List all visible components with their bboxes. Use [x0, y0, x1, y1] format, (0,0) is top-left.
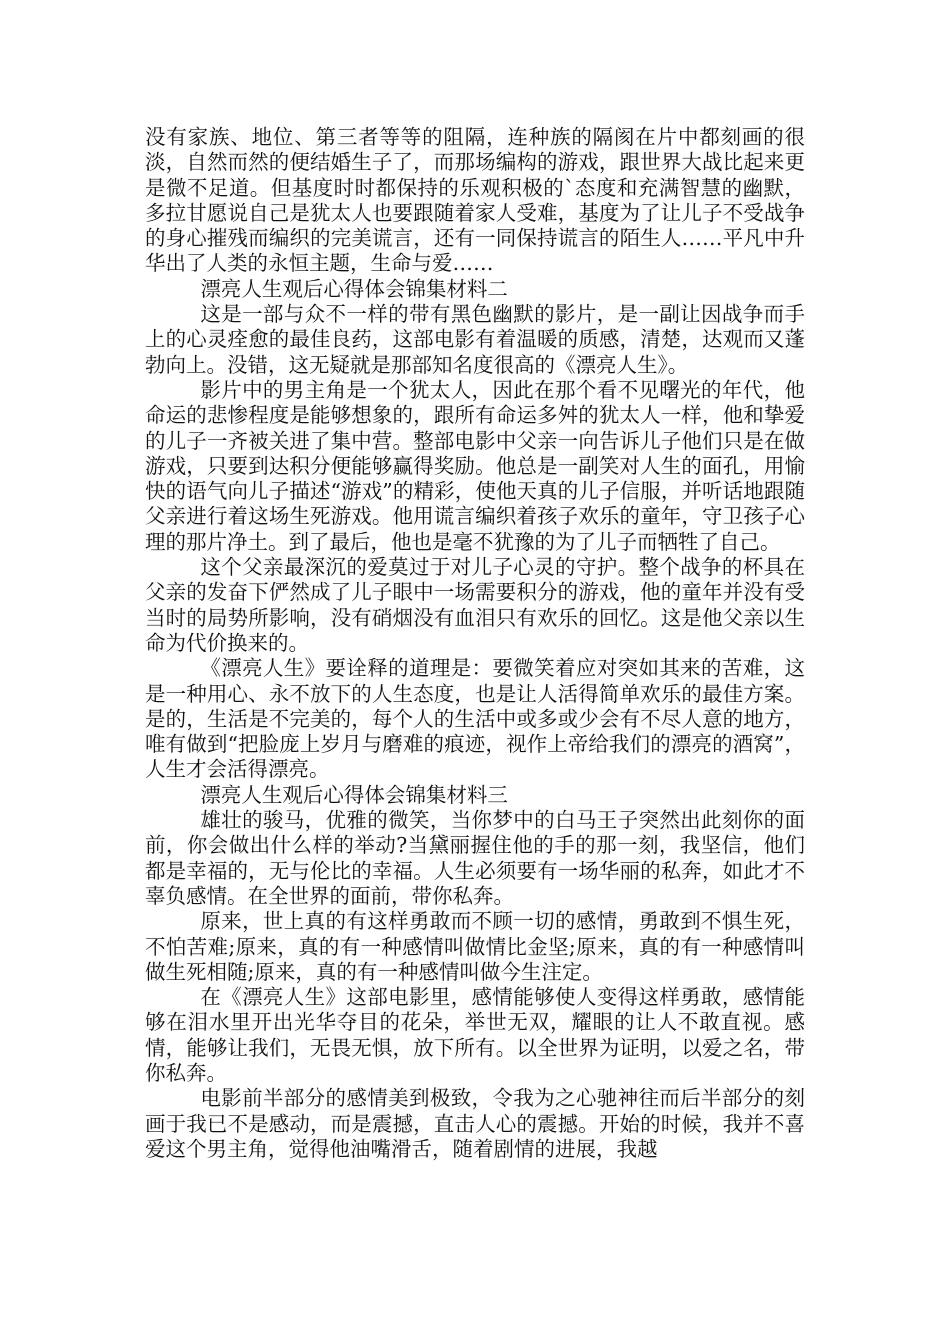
paragraph-first-half: 电影前半部分的感情美到极致，令我为之心驰神往而后半部分的刻画于我已不是感动，而是震撼，直击人心的震撼。开始的时候，我并不喜爱这个男主角，觉得他油嘴滑舌，随着剧情的进展，我越 [145, 1086, 805, 1161]
paragraph-intro-3: 雄壮的骏马，优雅的微笑，当你梦中的白马王子突然出此刻你的面前，你会做出什么样的举动?当黛丽握住他的手的那一刻，我坚信，他们都是幸福的，无与伦比的幸福。人生必须要有一场华丽的私奔，如此才不辜负感情。在全世界的面前，带你私奔。 [145, 808, 805, 908]
paragraph-brave-love: 原来，世上真的有这样勇敢而不顾一切的感情，勇敢到不惧生死，不怕苦难;原来，真的有一种感情叫做情比金坚;原来，真的有一种感情叫做生死相随;原来，真的有一种感情叫做今生注定。 [145, 909, 805, 984]
section-heading-3: 漂亮人生观后心得体会锦集材料三 [200, 782, 508, 807]
paragraph-film-love: 在《漂亮人生》这部电影里，感情能够使人变得这样勇敢，感情能够在泪水里开出光华夺目的花朵，举世无双，耀眼的让人不敢直视。感情，能够让我们，无畏无惧，放下所有。以全世界为证明，以爱之名，带你私奔。 [145, 985, 805, 1085]
paragraph-intro-2: 这是一部与众不一样的带有黑色幽默的影片，是一副让因战争而手上的心灵痊愈的最佳良药，这部电影有着温暖的质感，清楚，达观而又蓬勃向上。没错，这无疑就是那部知名度很高的《漂亮人生》。 [145, 302, 805, 377]
paragraph-meaning: 《漂亮人生》要诠释的道理是：要微笑着应对突如其来的苦难，这是一种用心、永不放下的人生态度，也是让人活得简单欢乐的最佳方案。是的，生活是不完美的，每个人的生活中或多或少会有不尽人意的地方，唯有做到“把脸庞上岁月与磨难的痕迹，视作上帝给我们的漂亮的酒窝”，人生才会活得漂亮。 [145, 656, 805, 782]
paragraph-protagonist: 影片中的男主角是一个犹太人，因此在那个看不见曙光的年代，他命运的悲惨程度是能够想象的，跟所有命运多舛的犹太人一样，他和挚爱的儿子一齐被关进了集中营。整部电影中父亲一向告诉儿子他们只是在做游戏，只要到达积分便能够赢得奖励。他总是一副笑对人生的面孔，用愉快的语气向儿子描述“游戏”的精彩，使他天真的儿子信服，并听话地跟随父亲进行着这场生死游戏。他用谎言编织着孩子欢乐的童年，守卫孩子心理的那片净土。到了最后，他也是毫不犹豫的为了儿子而牺牲了自己。 [145, 377, 805, 554]
document-body [145, 125, 805, 1162]
section-heading-2: 漂亮人生观后心得体会锦集材料二 [200, 276, 508, 301]
paragraph-father-love: 这个父亲最深沉的爱莫过于对儿子心灵的守护。整个战争的杯具在父亲的发奋下俨然成了儿子眼中一场需要积分的游戏，他的童年并没有受当时的局势所影响，没有硝烟没有血泪只有欢乐的回忆。这是他父亲以生命为代价换来的。 [145, 555, 805, 655]
paragraph-continuation: 没有家族、地位、第三者等等的阻隔，连种族的隔阂在片中都刻画的很淡，自然而然的便结婚生子了，而那场编构的游戏，跟世界大战比起来更是微不足道。但基度时时都保持的乐观积极的`态度和充满智慧的幽默，多拉甘愿说自己是犹太人也要跟随着家人受难，基度为了让儿子不受战争的身心摧残而编织的完美谎言，还有一同保持谎言的陌生人……平凡中升华出了人类的永恒主题，生命与爱…… [145, 125, 805, 276]
